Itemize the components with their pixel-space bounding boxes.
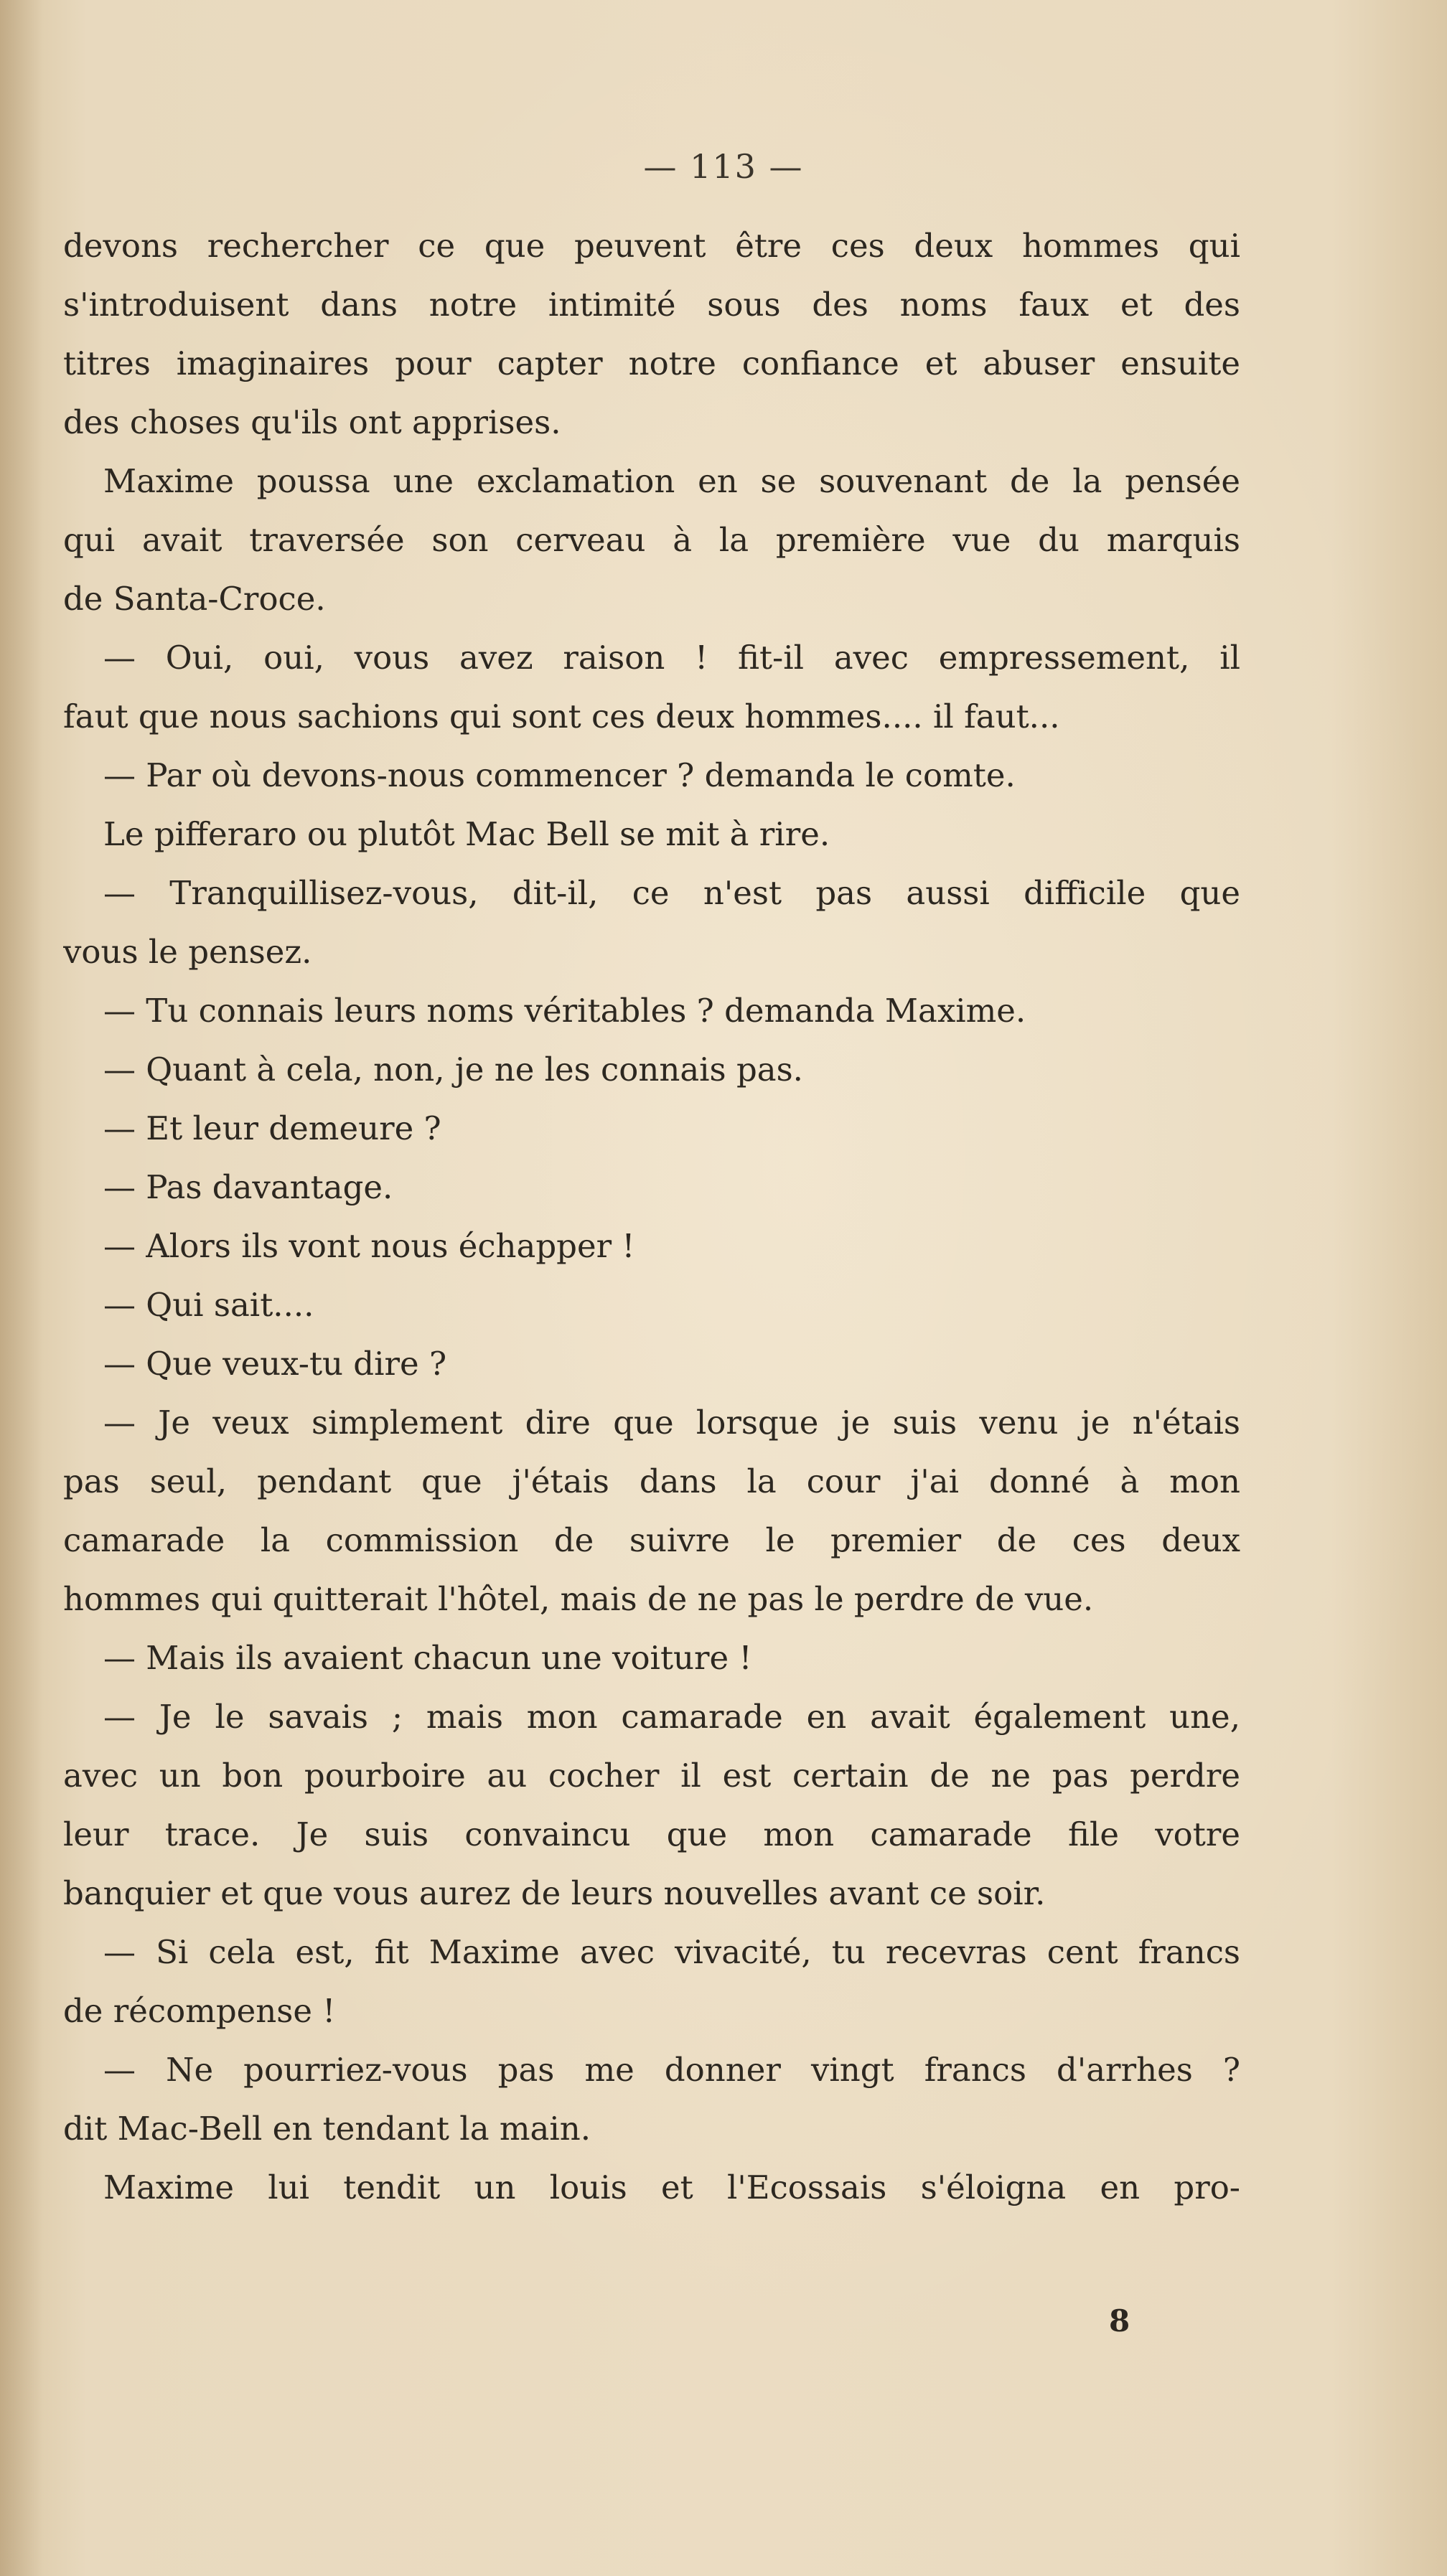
text-line: — Pas davantage.: [103, 1168, 393, 1206]
text-line: — Alors ils vont nous échapper !: [103, 1227, 635, 1265]
text-line: — Si cela est, fit Maxime avec vivacité, tu recevras cent francs: [103, 1933, 1240, 1971]
text-line: des choses qu'ils ont apprises.: [63, 403, 561, 441]
text-line: Le pifferaro ou plutôt Mac Bell se mit à rire.: [103, 815, 830, 853]
text-line: de récompense !: [63, 1992, 336, 2030]
text-line: Maxime lui tendit un louis et l'Ecossais s'éloigna en pro-: [103, 2168, 1240, 2206]
text-line: Maxime poussa une exclamation en se souvenant de la pensée: [103, 462, 1240, 500]
text-line: — Qui sait....: [103, 1286, 314, 1324]
text-line: pas seul, pendant que j'étais dans la cour j'ai donné à mon: [63, 1462, 1240, 1500]
page-number: — 113 —: [643, 147, 804, 186]
text-line: dit Mac-Bell en tendant la main.: [63, 2110, 591, 2148]
text-line: — Je veux simplement dire que lorsque je suis venu je n'étais: [103, 1404, 1240, 1442]
text-line: leur trace. Je suis convaincu que mon camarade file votre: [63, 1815, 1240, 1853]
text-line: camarade la commission de suivre le premier de ces deux: [63, 1521, 1240, 1559]
body-text: [63, 217, 1240, 2217]
text-line: banquier et que vous aurez de leurs nouvelles avant ce soir.: [63, 1874, 1046, 1912]
text-line: devons rechercher ce que peuvent être ces deux hommes qui: [63, 227, 1240, 265]
text-line: — Et leur demeure ?: [103, 1109, 441, 1147]
text-line: hommes qui quitterait l'hôtel, mais de ne pas le perdre de vue.: [63, 1580, 1094, 1618]
text-line: — Mais ils avaient chacun une voiture !: [103, 1639, 752, 1677]
text-line: — Oui, oui, vous avez raison ! fit-il avec empressement, il: [103, 639, 1240, 677]
text-line: — Que veux-tu dire ?: [103, 1345, 447, 1383]
text-line: — Je le savais ; mais mon camarade en avait également une,: [103, 1698, 1240, 1736]
text-line: avec un bon pourboire au cocher il est certain de ne pas perdre: [63, 1757, 1240, 1795]
text-line: qui avait traversée son cerveau à la première vue du marquis: [63, 521, 1240, 559]
text-line: de Santa-Croce.: [63, 580, 326, 618]
text-line: — Tranquillisez-vous, dit-il, ce n'est pas aussi difficile que: [103, 874, 1240, 912]
text-line: — Tu connais leurs noms véritables ? demanda Maxime.: [103, 992, 1026, 1030]
text-line: titres imaginaires pour capter notre confiance et abuser ensuite: [63, 344, 1240, 382]
text-line: — Par où devons-nous commencer ? demanda le comte.: [103, 756, 1016, 794]
text-line: faut que nous sachions qui sont ces deux hommes.... il faut...: [63, 697, 1060, 735]
text-line: — Quant à cela, non, je ne les connais pas.: [103, 1050, 803, 1089]
text-line: s'introduisent dans notre intimité sous des noms faux et des: [63, 286, 1240, 324]
text-line: vous le pensez.: [63, 933, 312, 971]
text-line: — Ne pourriez-vous pas me donner vingt francs d'arrhes ?: [103, 2051, 1240, 2089]
signature-mark: 8: [1109, 2303, 1130, 2338]
